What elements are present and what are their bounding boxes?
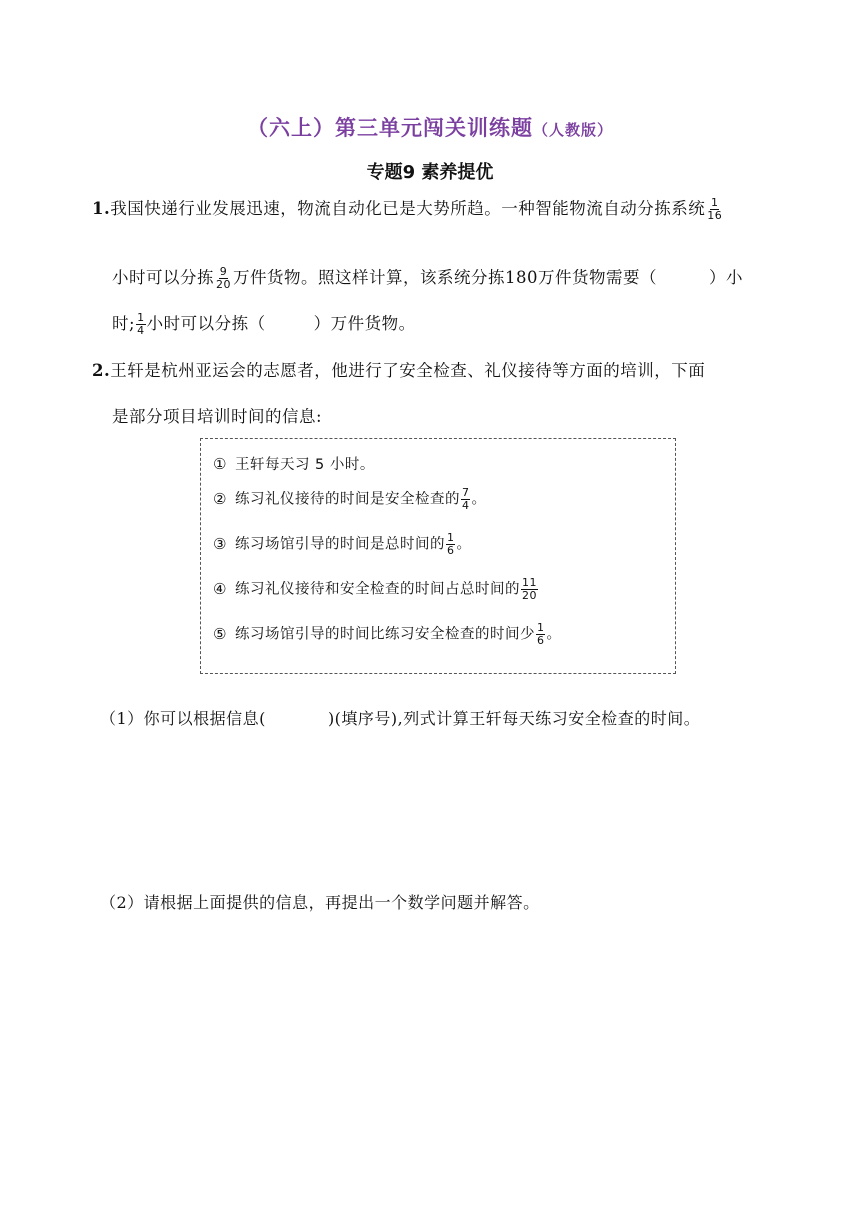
info-end-3: 。 — [456, 536, 472, 553]
info-fraction-5-numerator: 1 — [536, 621, 545, 634]
q1-fraction-3-numerator: 1 — [137, 311, 145, 324]
q1-fraction-3 — [136, 312, 146, 337]
q2-part-2: （2）请根据上面提供的信息，再提出一个数学问题并解答。 — [100, 893, 540, 912]
q1-text-3c: ）万件货物。 — [313, 314, 416, 333]
q1-line-1 — [92, 195, 724, 222]
info-end-2: 。 — [471, 491, 487, 508]
info-marker-2: ② — [213, 489, 227, 508]
q1-fraction-1-denominator: 16 — [707, 209, 723, 222]
info-fraction-3-denominator: 6 — [446, 544, 455, 557]
info-fraction-5-denominator: 6 — [536, 634, 545, 647]
q1-fraction-1-numerator: 1 — [710, 196, 719, 209]
info-marker-4: ④ — [213, 579, 227, 598]
q2-part-1 — [100, 706, 700, 729]
q1-fraction-3-denominator: 4 — [137, 324, 145, 337]
title-edition: （人教版） — [532, 121, 613, 139]
title-main: （六上）第三单元闯关训练题 — [246, 116, 533, 140]
info-item-2 — [213, 487, 486, 512]
info-text-4: 练习礼仪接待和安全检查的时间占总时间的 — [234, 581, 520, 598]
info-item-1 — [213, 453, 375, 474]
q2-line-2: 是部分项目培训时间的信息: — [112, 407, 323, 426]
info-fraction-2-denominator: 4 — [461, 499, 470, 512]
q2-part-1-text-b: )(填序号),列式计算王轩每天练习安全检查的时间。 — [327, 709, 701, 728]
q1-fraction-2 — [215, 266, 232, 291]
info-fraction-5 — [536, 622, 546, 647]
section-subtitle: 专题9 素养提优 — [366, 162, 494, 183]
info-fraction-2-numerator: 7 — [461, 486, 470, 499]
q1-text-3b: 小时可以分拣（ — [146, 314, 266, 333]
info-text-5: 练习场馆引导的时间比练习安全检查的时间少 — [234, 626, 535, 643]
page-title — [0, 112, 860, 142]
q2-text-1: 王轩是杭州亚运会的志愿者，他进行了安全检查、礼仪接待等方面的培训，下面 — [110, 361, 706, 380]
q1-line-3 — [112, 310, 416, 337]
q1-number: 1. — [92, 199, 111, 218]
q1-text-1: 我国快递行业发展迅速，物流自动化已是大势所趋。一种智能物流自动分拣系统 — [110, 199, 706, 218]
q2-number: 2. — [92, 361, 111, 380]
info-end-5: 。 — [546, 626, 562, 643]
q1-fraction-2-denominator: 20 — [216, 278, 231, 291]
info-fraction-2 — [461, 487, 471, 512]
info-item-4 — [213, 577, 539, 602]
q2-part-1-text-a: （1）你可以根据信息( — [100, 709, 266, 728]
info-fraction-4-numerator: 11 — [521, 576, 537, 589]
q1-text-2a: 小时可以分拣 — [112, 268, 214, 287]
info-marker-1: ① — [213, 455, 227, 473]
q1-fraction-2-numerator: 9 — [219, 265, 228, 278]
q2-line-1 — [92, 357, 705, 381]
info-fraction-3 — [446, 532, 456, 557]
q1-text-3a: 时; — [112, 314, 136, 333]
info-text-3: 练习场馆引导的时间是总时间的 — [234, 536, 445, 553]
info-fraction-4 — [521, 577, 538, 602]
info-text-2: 练习礼仪接待的时间是安全检查的 — [234, 491, 460, 508]
info-box — [200, 438, 676, 674]
info-item-3 — [213, 532, 471, 557]
q1-fraction-1 — [706, 197, 723, 222]
q1-text-2b: 万件货物。照这样计算，该系统分拣180万件货物需要（ — [233, 268, 657, 287]
info-item-5 — [213, 622, 561, 647]
info-text-1: 王轩每天习 5 小时。 — [234, 457, 375, 473]
info-fraction-3-numerator: 1 — [446, 531, 455, 544]
info-marker-5: ⑤ — [213, 624, 227, 643]
info-fraction-4-denominator: 20 — [521, 589, 537, 602]
q1-line-2 — [112, 264, 743, 291]
info-marker-3: ③ — [213, 534, 227, 553]
q1-text-2c: ）小 — [709, 268, 743, 287]
